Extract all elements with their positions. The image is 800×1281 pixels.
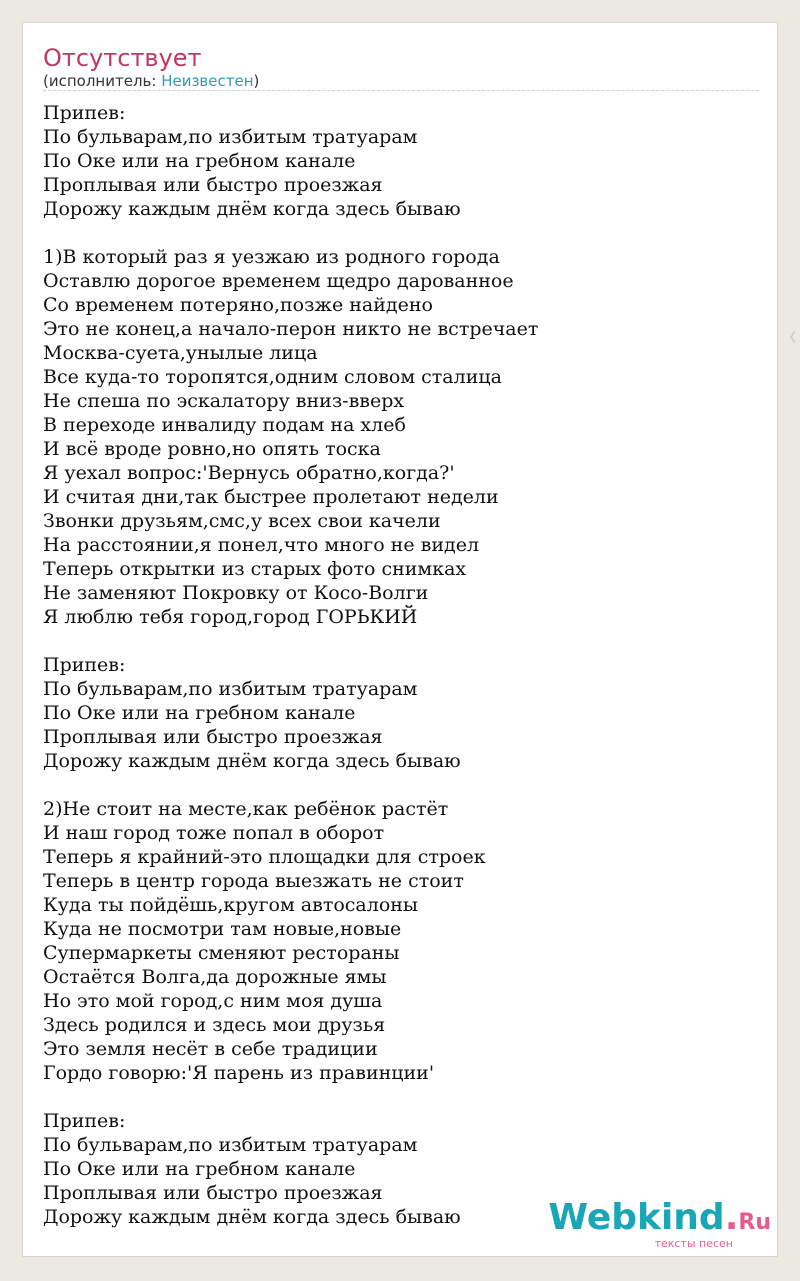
lyrics-line: Здесь родился и здесь мои друзья — [43, 1014, 386, 1036]
logo-dot: . — [724, 1197, 739, 1238]
lyrics-line: 1)В который раз я уезжаю из родного города — [43, 246, 500, 268]
logo-brand: Webkind — [548, 1197, 725, 1238]
lyrics-line: Проплывая или быстро проезжая — [43, 1182, 383, 1204]
artist-suffix: ) — [253, 72, 260, 90]
scroll-chevron-icon[interactable] — [789, 330, 797, 344]
lyrics-line: Остаётся Волга,да дорожные ямы — [43, 966, 387, 988]
lyrics-blank-line — [43, 773, 759, 797]
lyrics-line: Я уехал вопрос:'Вернусь обратно,когда?' — [43, 462, 455, 484]
lyrics-line: Проплывая или быстро проезжая — [43, 174, 383, 196]
lyrics-card — [22, 22, 778, 1257]
lyrics-line: Теперь я крайний-это площадки для строек — [43, 846, 486, 868]
lyrics-line: И считая дни,так быстрее пролетают недели — [43, 486, 499, 508]
lyrics-line: По Оке или на гребном канале — [43, 150, 356, 172]
lyrics-line: Куда не посмотри там новые,новые — [43, 918, 402, 940]
lyrics-line: Все куда-то торопятся,одним словом сталица — [43, 366, 502, 388]
header-divider — [43, 90, 759, 91]
lyrics-line: Оставлю дорогое временем щедро дарованное — [43, 270, 514, 292]
lyrics-line: На расстоянии,я понел,что много не видел — [43, 534, 480, 556]
lyrics-blank-line — [43, 629, 759, 653]
lyrics-line: Не спеша по эскалатору вниз-вверх — [43, 390, 405, 412]
lyrics-line: По бульварам,по избитым тратуарам — [43, 678, 418, 700]
lyrics-line: Гордо говорю:'Я парень из правинции' — [43, 1062, 435, 1084]
lyrics-line: Теперь в центр города выезжать не стоит — [43, 870, 464, 892]
lyrics-line: И наш город тоже попал в оборот — [43, 822, 385, 844]
logo-tagline: тексты песен — [654, 1237, 733, 1250]
lyrics-line: Дорожу каждым днём когда здесь бываю — [43, 750, 461, 772]
lyrics-line: Звонки друзьям,смс,у всех свои качели — [43, 510, 441, 532]
lyrics-blank-line — [43, 1085, 759, 1109]
logo-tld: Ru — [738, 1210, 771, 1235]
lyrics-line: Припев: — [43, 1110, 126, 1132]
lyrics-line: Я люблю тебя город,город ГОРЬКИЙ — [43, 606, 418, 628]
lyrics-text — [43, 101, 759, 1229]
lyrics-line: По бульварам,по избитым тратуарам — [43, 126, 418, 148]
lyrics-line: Теперь открытки из старых фото снимках — [43, 558, 467, 580]
lyrics-line: Не заменяют Покровку от Косо-Волги — [43, 582, 429, 604]
artist-prefix: (исполнитель: — [43, 72, 162, 90]
lyrics-line: Куда ты пойдёшь,кругом автосалоны — [43, 894, 419, 916]
lyrics-line: В переходе инвалиду подам на хлеб — [43, 414, 406, 436]
lyrics-blank-line — [43, 221, 759, 245]
lyrics-line: Припев: — [43, 654, 126, 676]
lyrics-line: Супермаркеты сменяют рестораны — [43, 942, 400, 964]
lyrics-line: И всё вроде ровно,но опять тоска — [43, 438, 381, 460]
lyrics-line: Это не конец,а начало-перон никто не встречает — [43, 318, 539, 340]
lyrics-line: 2)Не стоит на месте,как ребёнок растёт — [43, 798, 449, 820]
lyrics-line: Но это мой город,с ним моя душа — [43, 990, 383, 1012]
lyrics-line: Дорожу каждым днём когда здесь бываю — [43, 198, 461, 220]
lyrics-line: Со временем потеряно,позже найдено — [43, 294, 433, 316]
site-logo[interactable] — [548, 1197, 771, 1250]
lyrics-line: Припев: — [43, 102, 126, 124]
lyrics-line: Это земля несёт в себе традиции — [43, 1038, 378, 1060]
lyrics-line: По бульварам,по избитым тратуарам — [43, 1134, 418, 1156]
artist-link[interactable]: Неизвестен — [161, 72, 254, 90]
lyrics-line: Проплывая или быстро проезжая — [43, 726, 383, 748]
lyrics-line: Москва-суета,унылые лица — [43, 342, 318, 364]
logo-wordmark — [548, 1197, 771, 1241]
lyrics-line: По Оке или на гребном канале — [43, 1158, 356, 1180]
artist-line — [43, 71, 259, 91]
lyrics-line: По Оке или на гребном канале — [43, 702, 356, 724]
lyrics-line: Дорожу каждым днём когда здесь бываю — [43, 1206, 461, 1228]
song-title: Отсутствует — [43, 44, 202, 72]
